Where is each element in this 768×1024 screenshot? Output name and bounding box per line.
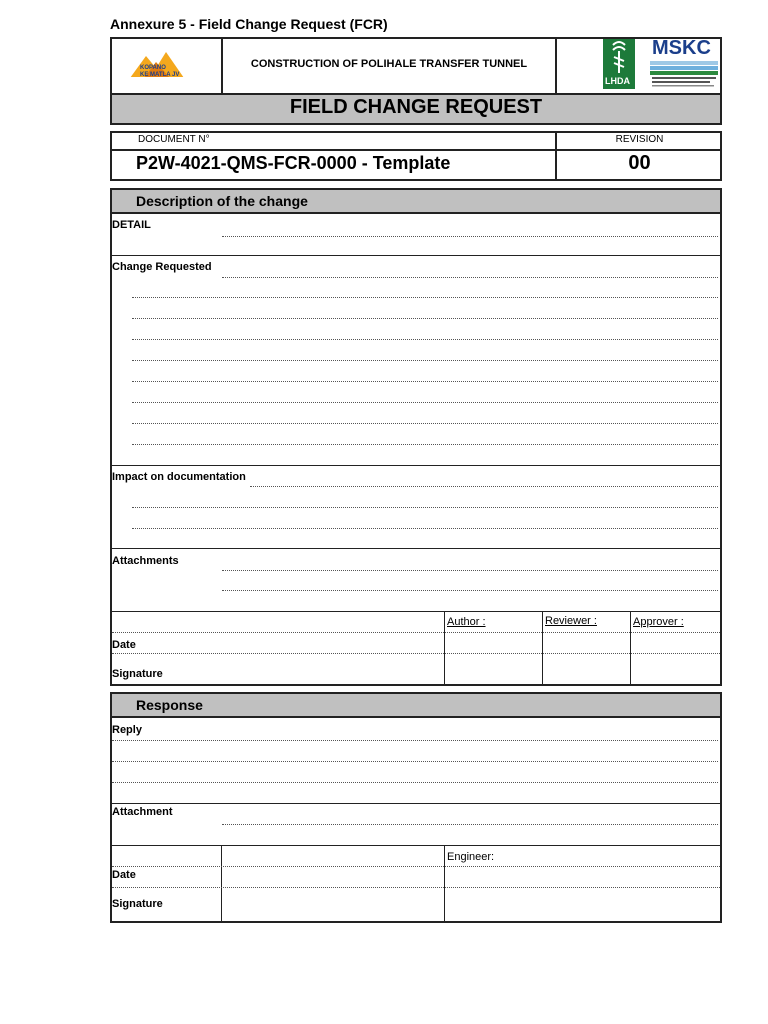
mskc-logo	[650, 37, 718, 90]
detail-label: DETAIL	[112, 219, 151, 231]
document-number-label: DOCUMENT N°	[138, 134, 210, 145]
response-signature-label: Signature	[112, 898, 163, 910]
attachments-line-2[interactable]	[222, 590, 718, 591]
change-line-2[interactable]	[132, 318, 718, 319]
approver-label: Approver :	[633, 616, 684, 628]
impact-line-1[interactable]	[132, 507, 718, 508]
response-header	[112, 694, 720, 718]
author-label: Author :	[447, 616, 486, 628]
detail-line-1[interactable]	[222, 236, 718, 237]
change-line-7[interactable]	[132, 423, 718, 424]
change-line-1[interactable]	[132, 297, 718, 298]
response-date-label: Date	[112, 869, 136, 881]
response-section	[110, 692, 722, 923]
reply-line-1[interactable]	[112, 740, 718, 741]
attachments-label: Attachments	[112, 555, 179, 567]
attachment-label: Attachment	[112, 806, 173, 818]
engineer-label: Engineer:	[447, 851, 495, 863]
lhda-text: LHDA	[605, 76, 630, 86]
reply-line-2[interactable]	[112, 761, 718, 762]
attachments-line-1[interactable]	[222, 570, 718, 571]
annex-title: Annexure 5 - Field Change Request (FCR)	[110, 16, 388, 32]
response-title: Response	[136, 697, 203, 713]
reply-label: Reply	[112, 724, 142, 736]
date-label: Date	[112, 639, 136, 651]
change-line-5[interactable]	[132, 381, 718, 382]
revision-label: REVISION	[615, 134, 664, 145]
reply-line-3[interactable]	[112, 782, 718, 783]
project-title: CONSTRUCTION OF POLIHALE TRANSFER TUNNEL	[250, 58, 528, 70]
change-requested-label: Change Requested	[112, 261, 212, 273]
revision-value[interactable]: 00	[628, 152, 651, 174]
lhda-logo	[603, 39, 635, 89]
impact-line-0[interactable]	[250, 486, 718, 487]
document-number-value[interactable]: P2W-4021-QMS-FCR-0000 - Template	[136, 153, 451, 173]
description-title: Description of the change	[136, 193, 308, 209]
change-line-8[interactable]	[132, 444, 718, 445]
change-line-6[interactable]	[132, 402, 718, 403]
impact-label: Impact on documentation	[112, 471, 246, 483]
logo-text-line1: KOPANO	[140, 65, 166, 71]
change-line-3[interactable]	[132, 339, 718, 340]
signature-label: Signature	[112, 668, 163, 680]
attachment-line[interactable]	[222, 824, 718, 825]
form-title: FIELD CHANGE REQUEST	[289, 96, 543, 118]
reviewer-label: Reviewer :	[545, 615, 597, 627]
change-line-0[interactable]	[222, 277, 718, 278]
mskc-text: MSKC	[652, 37, 711, 59]
logo-text-line2: KE MATLA JV	[140, 72, 180, 78]
impact-line-2[interactable]	[132, 528, 718, 529]
kopano-ke-matla-logo	[126, 48, 190, 84]
change-line-4[interactable]	[132, 360, 718, 361]
